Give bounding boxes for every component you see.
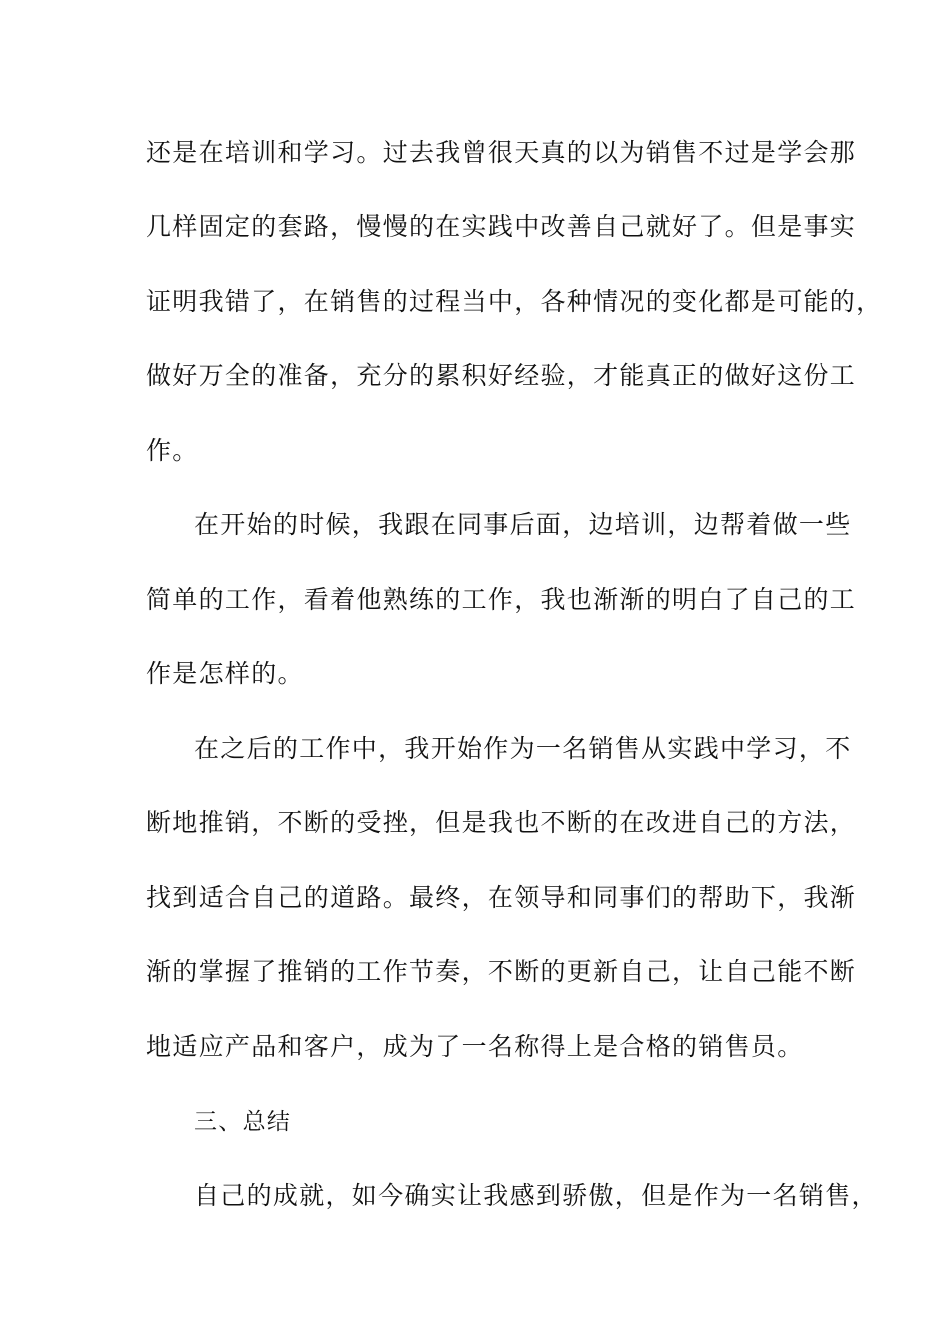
paragraph-line-11: 找到适合自己的道路。最终，在领导和同事们的帮助下，我渐 <box>146 883 857 912</box>
paragraph-line-8: 作是怎样的。 <box>146 659 304 688</box>
paragraph-line-6: 在开始的时候，我跟在同事后面，边培训，边帮着做一些 <box>194 510 852 539</box>
paragraph-line-9: 在之后的工作中，我开始作为一名销售从实践中学习，不 <box>194 734 852 763</box>
paragraph-line-7: 简单的工作，看着他熟练的工作，我也渐渐的明白了自己的工 <box>146 585 857 614</box>
paragraph-line-4: 做好万全的准备，充分的累积好经验，才能真正的做好这份工 <box>146 361 857 390</box>
section-heading: 三、总结 <box>194 1109 292 1135</box>
paragraph-line-5: 作。 <box>146 436 199 465</box>
paragraph-line-10: 断地推销，不断的受挫，但是我也不断的在改进自己的方法， <box>146 808 857 837</box>
paragraph-line-13: 地适应产品和客户，成为了一名称得上是合格的销售员。 <box>146 1032 804 1061</box>
paragraph-line-12: 渐的掌握了推销的工作节奏，不断的更新自己，让自己能不断 <box>146 957 857 986</box>
paragraph-line-1: 还是在培训和学习。过去我曾很天真的以为销售不过是学会那 <box>146 138 857 167</box>
paragraph-line-2: 几样固定的套路，慢慢的在实践中改善自己就好了。但是事实 <box>146 212 857 241</box>
paragraph-line-15: 自己的成就，如今确实让我感到骄傲，但是作为一名销售， <box>194 1181 878 1210</box>
paragraph-line-3: 证明我错了，在销售的过程当中，各种情况的变化都是可能的， <box>146 287 883 316</box>
